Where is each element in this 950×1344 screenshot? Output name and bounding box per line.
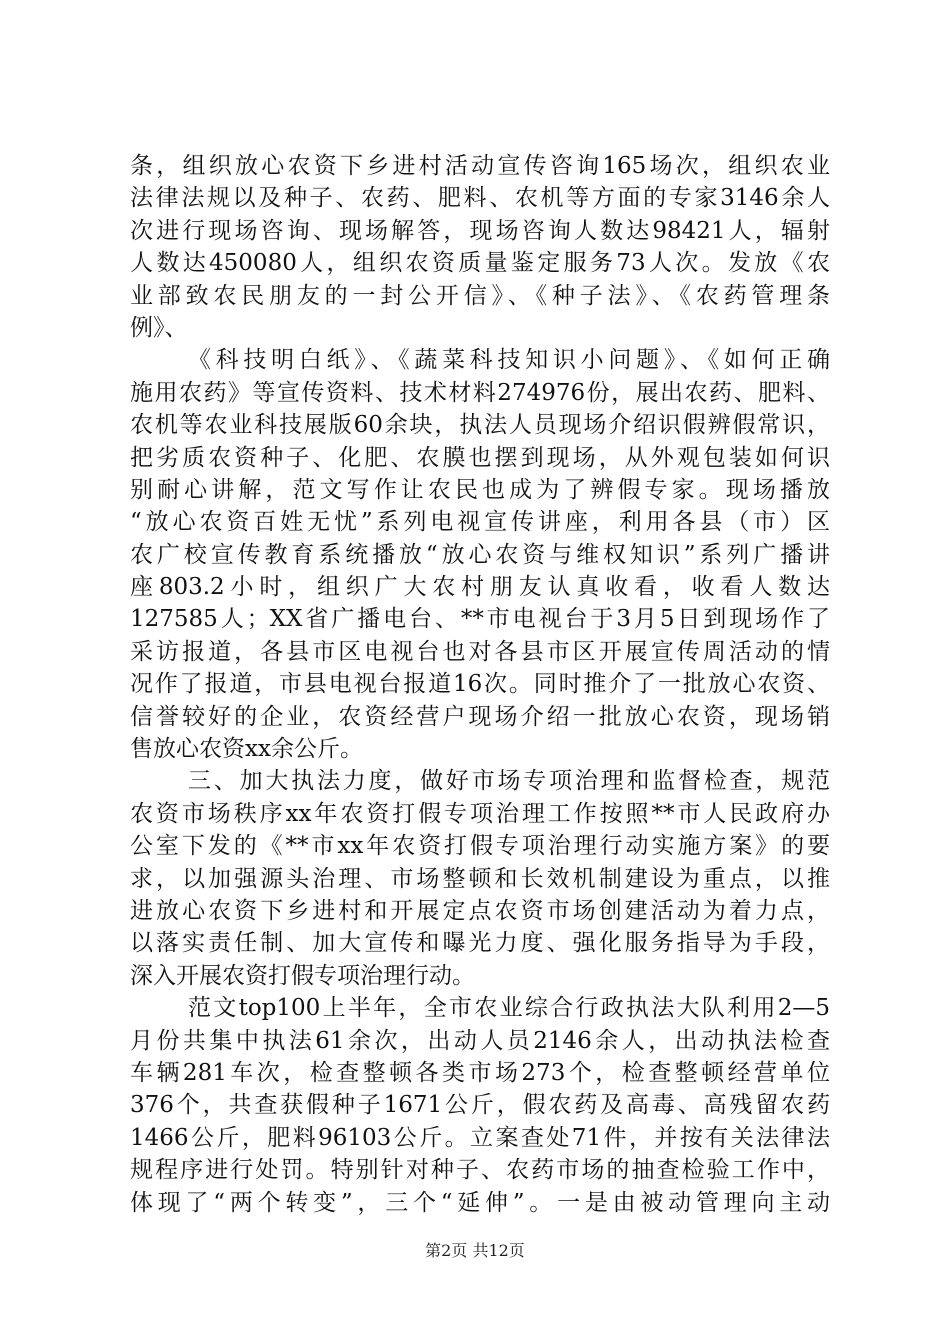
text-line: 信誉较好的企业，农资经营户现场介绍一批放心农资，现场销 bbox=[130, 703, 830, 730]
text-line: 施用农药》等宣传资料、技术材料274976份，展出农药、肥料、 bbox=[130, 379, 830, 406]
text-line: 法律法规以及种子、农药、肥料、农机等方面的专家3146余人 bbox=[130, 185, 830, 212]
text-line: 况作了报道，市县电视台报道16次。同时推介了一批放心农资、 bbox=[130, 671, 830, 698]
text-line: 条，组织放心农资下乡进村活动宣传咨询165场次，组织农业 bbox=[130, 153, 830, 179]
text-line: 车辆281车次，检查整顿各类市场273个，检查整顿经营单位 bbox=[130, 1059, 830, 1086]
text-line: 农广校宣传教育系统播放“放心农资与维权知识”系列广播讲 bbox=[130, 541, 830, 568]
text-line: 规程序进行处罚。特别针对种子、农药市场的抽查检验工作中， bbox=[130, 1157, 830, 1184]
text-line: 127585人；XX省广播电台、**市电视台于3月5日到现场作了 bbox=[130, 606, 830, 633]
page-number-footer: 第2页 共12页 bbox=[425, 1241, 525, 1260]
text-line: 范文top100上半年，全市农业综合行政执法大队利用2—5 bbox=[188, 995, 830, 1022]
text-line: 业部致农民朋友的一封公开信》、《种子法》、《农药管理条 bbox=[130, 282, 830, 309]
text-line: 体现了“两个转变”，三个“延伸”。一是由被动管理向主动 bbox=[130, 1189, 830, 1216]
text-line: 深入开展农资打假专项治理行动。 bbox=[130, 962, 475, 989]
text-line: 求，以加强源头治理、市场整顿和长效机制建设为重点，以推 bbox=[130, 865, 830, 892]
text-line: 公室下发的《**市xx年农资打假专项治理行动实施方案》的要 bbox=[130, 833, 830, 860]
text-line: 别耐心讲解，范文写作让农民也成为了辨假专家。现场播放 bbox=[130, 476, 830, 503]
document-body bbox=[130, 150, 830, 1219]
text-line: 三、加大执法力度，做好市场专项治理和监督检查，规范 bbox=[188, 768, 830, 795]
text-line: 例》、 bbox=[130, 314, 188, 341]
text-line: 月份共集中执法61余次，出动人员2146余人，出动执法检查 bbox=[130, 1027, 830, 1054]
text-line: 1466公斤，肥料96103公斤。立案查处71件，并按有关法律法 bbox=[130, 1124, 830, 1151]
text-line: 《科技明白纸》、《蔬菜科技知识小问题》、《如何正确 bbox=[188, 347, 830, 374]
text-line: 以落实责任制、加大宣传和曝光力度、强化服务指导为手段， bbox=[130, 930, 830, 957]
text-line: 座803.2小时，组织广大农村朋友认真收看，收看人数达 bbox=[130, 574, 830, 601]
text-line: 采访报道，各县市区电视台也对各县市区开展宣传周活动的情 bbox=[130, 638, 830, 665]
text-line: “放心农资百姓无忧”系列电视宣传讲座，利用各县（市）区 bbox=[130, 509, 830, 536]
text-line: 把劣质农资种子、化肥、农膜也摆到现场，从外观包装如何识 bbox=[130, 444, 830, 471]
text-line: 人数达450080人，组织农资质量鉴定服务73人次。发放《农 bbox=[130, 250, 830, 277]
text-line: 376个，共查获假种子1671公斤，假农药及高毒、高残留农药 bbox=[130, 1092, 830, 1119]
text-line: 次进行现场咨询、现场解答，现场咨询人数达98421人，辐射 bbox=[130, 217, 830, 244]
text-line: 进放心农资下乡进村和开展定点农资市场创建活动为着力点， bbox=[130, 897, 830, 924]
text-line: 农机等农业科技展版60余块，执法人员现场介绍识假辨假常识， bbox=[130, 412, 830, 439]
text-line: 售放心农资xx余公斤。 bbox=[130, 736, 363, 763]
text-line: 农资市场秩序xx年农资打假专项治理工作按照**市人民政府办 bbox=[130, 800, 830, 827]
